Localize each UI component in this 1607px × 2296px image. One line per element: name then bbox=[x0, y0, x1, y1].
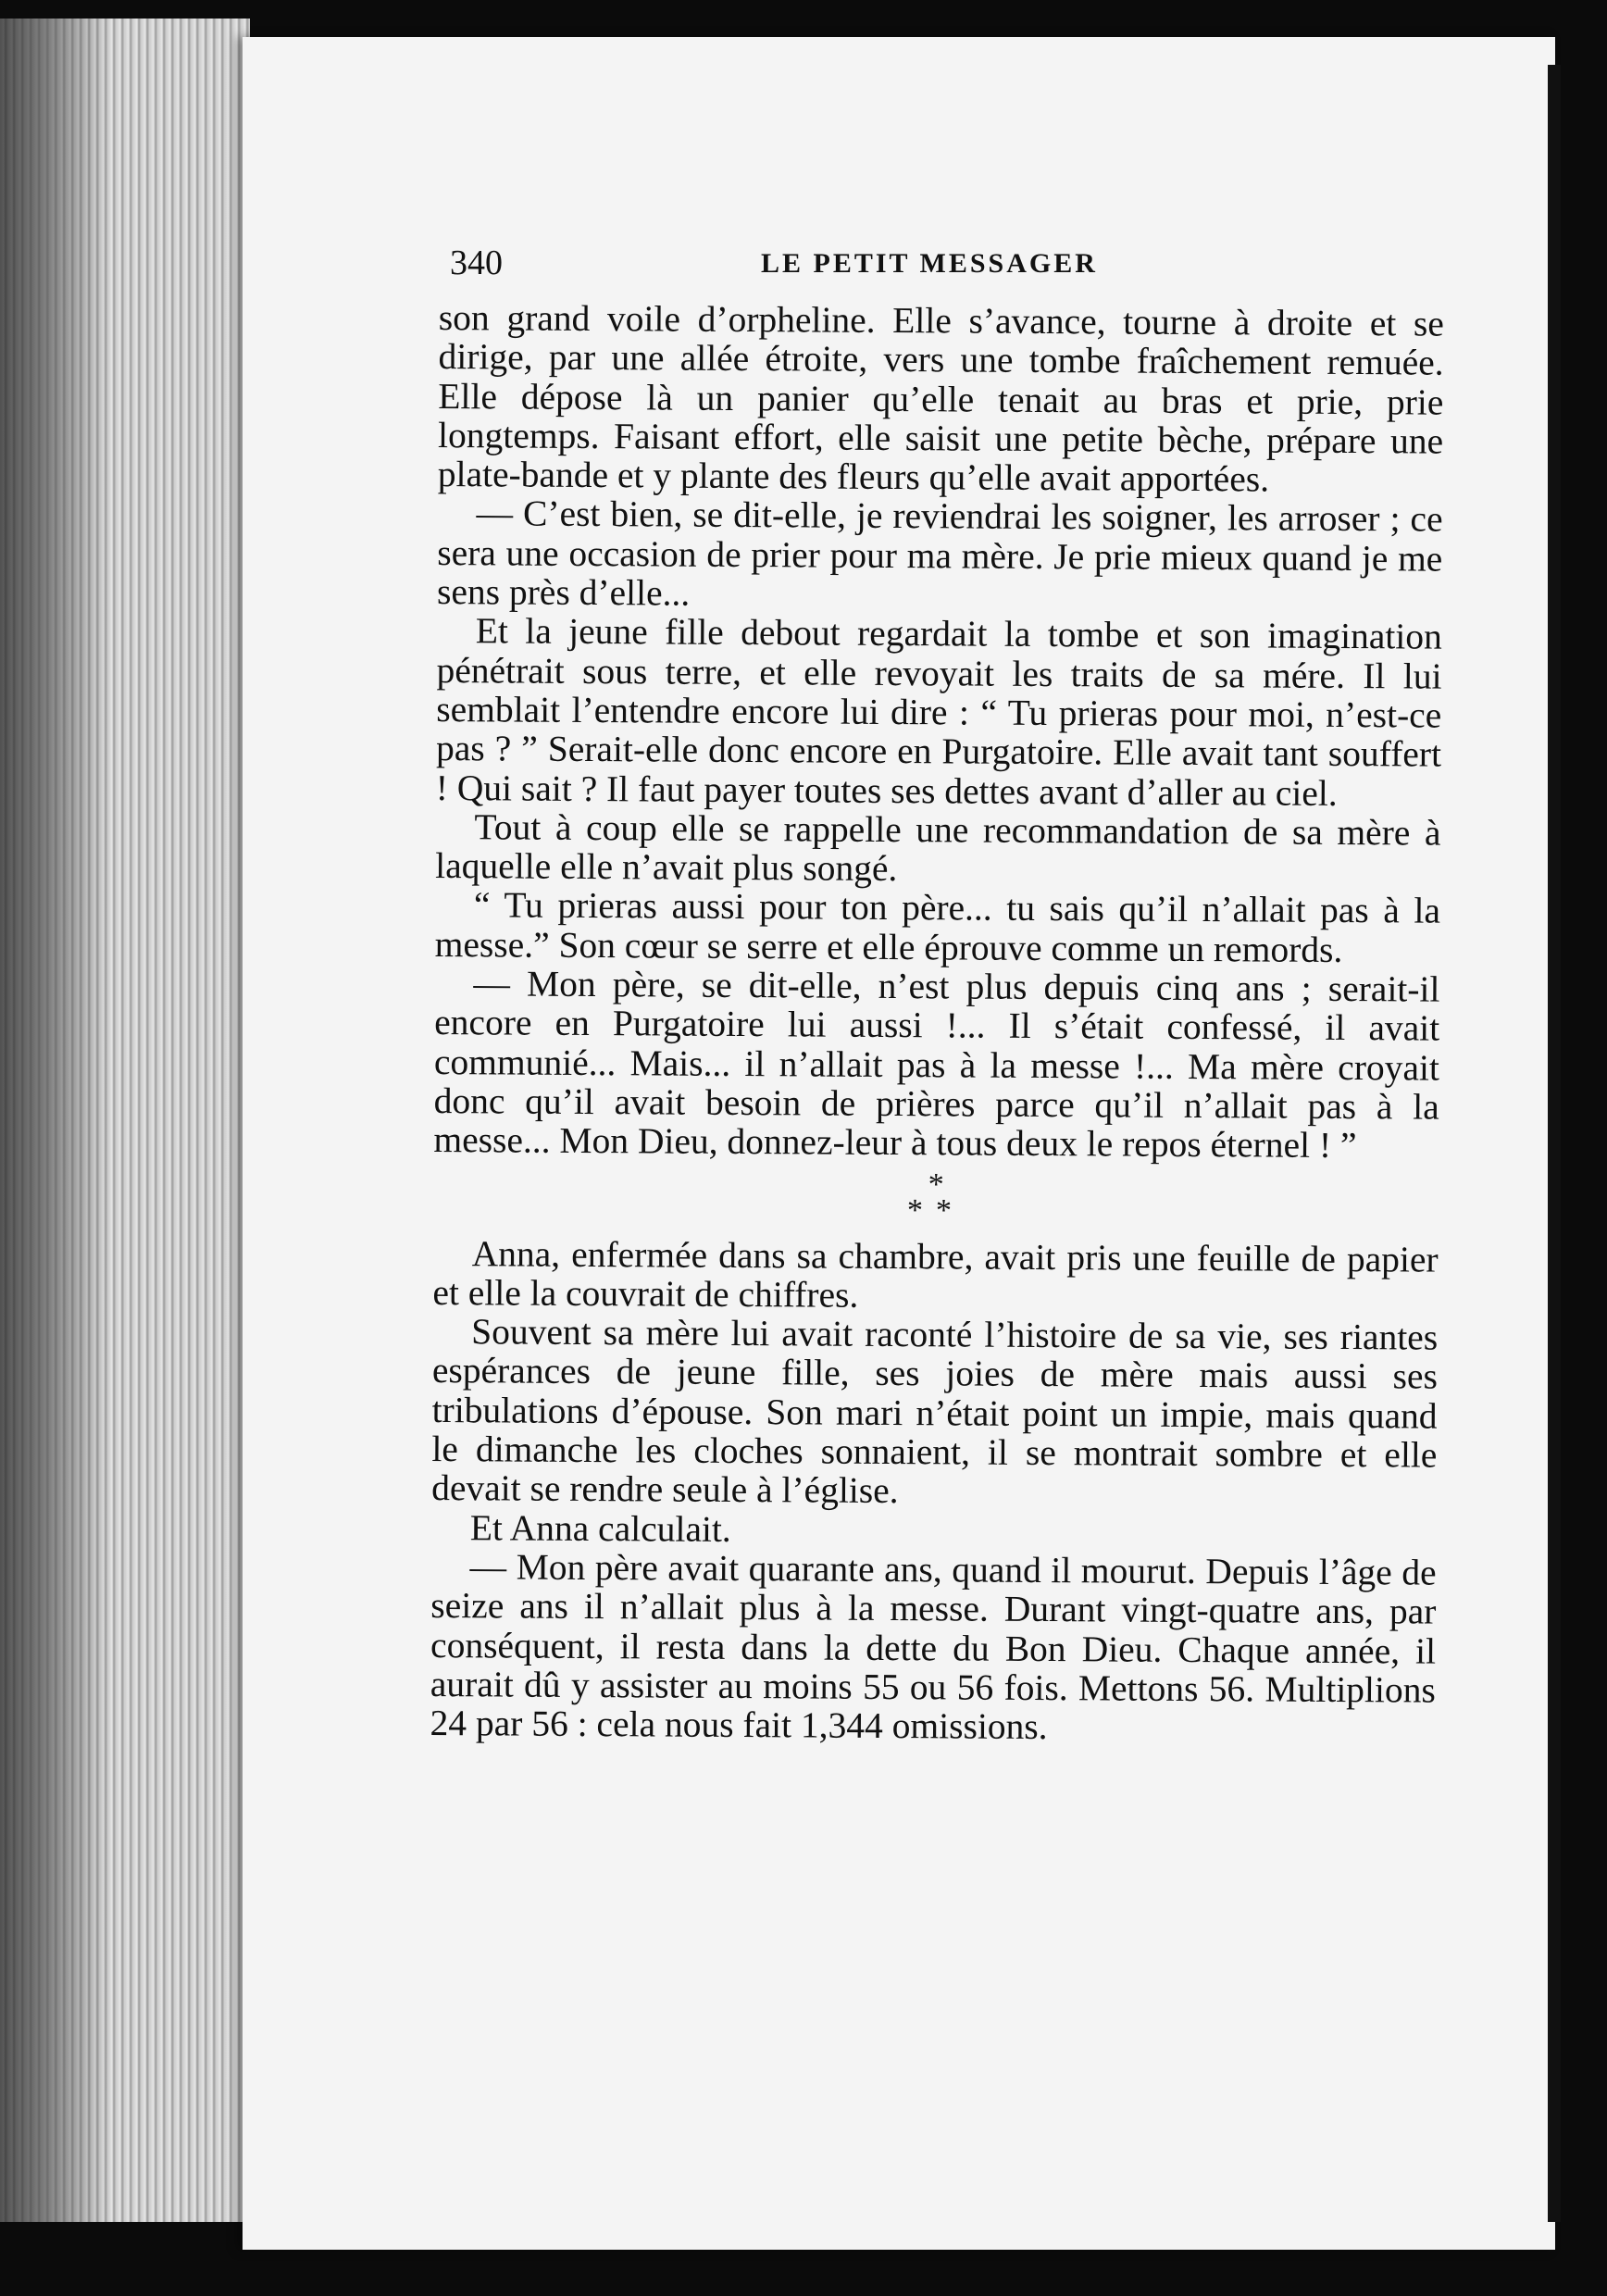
paragraph-1: son grand voile d’orpheline. Elle s’avance, tourne à droite et se dirige, par une allée étroite, vers une tombe fraîchement remuée. Elle dépose là un panier qu’elle tenait au bras et prie, prie longtemps. Faisant effort, elle saisit une petite bèche, prépare une plate-bande et y plante des fleurs qu’elle avait apportées. bbox=[437, 297, 1444, 500]
paragraph-3: Et la jeune fille debout regardait la tombe et son imagination pénétrait sous terre, et elle revoyait les traits de sa mére. Il lui semblait l’entendre encore lui dire : “ Tu prieras pour moi, n’est-ce pas ? ” Serait-elle donc encore en Purgatoire. Elle avait tant souffert ! Qui sait ? Il faut payer toutes ses dettes avant d’aller au ciel. bbox=[435, 610, 1442, 814]
paragraph-9: Et Anna calculait. bbox=[469, 1506, 731, 1550]
paragraph-2: — C’est bien, se dit-elle, je reviendrai les soigner, les arroser ; ce sera une occasion de prier pour ma mère. Je prie mieux quand je me sens près d’elle... bbox=[436, 493, 1443, 614]
paragraph-4: Tout à coup elle se rappelle une recommandation de sa mère à laquelle elle n’avait plus songé. bbox=[435, 806, 1441, 890]
separator-star-top: * bbox=[928, 1167, 944, 1202]
separator-stars-bottom: ** bbox=[906, 1192, 965, 1229]
running-title: LE PETIT MESSAGER bbox=[761, 248, 1098, 279]
section-separator bbox=[433, 1160, 1439, 1241]
right-page-border bbox=[1548, 65, 1561, 2222]
paragraph-8: Souvent sa mère lui avait raconté l’histoire de sa vie, ses riantes espérances de jeune fille, ses joies de mère mais aussi ses tribulations d’épouse. Son mari n’était point un impie, mais quand le dimanche les cloches sonnaient, il se montrait sombre et elle devait se rendre seule à l’église. bbox=[431, 1311, 1439, 1512]
page-number: 340 bbox=[450, 243, 503, 282]
binding-shadow bbox=[0, 19, 111, 2222]
paragraph-10: — Mon père avait quarante ans, quand il mourut. Depuis l’âge de seize ans il n’allait plus à la messe. Durant vingt-quatre ans, par conséquent, il resta dans la dette du Bon Dieu. Chaque année, il aurait dû y assister au moins 55 ou 56 fois. Mettons 56. Multiplions 24 par 56 : cela nous fait 1,344 omissions. bbox=[430, 1546, 1437, 1748]
running-head bbox=[450, 243, 1440, 289]
paragraph-6: — Mon père, se dit-elle, n’est plus depuis cinq ans ; serait-il encore en Purgatoire lui aussi !... Il s’était confessé, il avait communié... Mais... il n’allait pas à la messe !... Ma mère croyait donc qu’il avait besoin de prières parce qu’il n’allait pas à la messe... Mon Dieu, donnez-leur à tous deux le repos éternel ! ” bbox=[433, 963, 1440, 1167]
paragraph-5: “ Tu prieras aussi pour ton père... tu sais qu’il n’allait pas à la messe.” Son cœur se serre et elle éprouve comme un remords. bbox=[434, 884, 1441, 970]
body-text bbox=[430, 298, 1444, 1749]
paragraph-7: Anna, enfermée dans sa chambre, avait pris une feuille de papier et elle la couvrait de chiffres. bbox=[432, 1232, 1439, 1316]
